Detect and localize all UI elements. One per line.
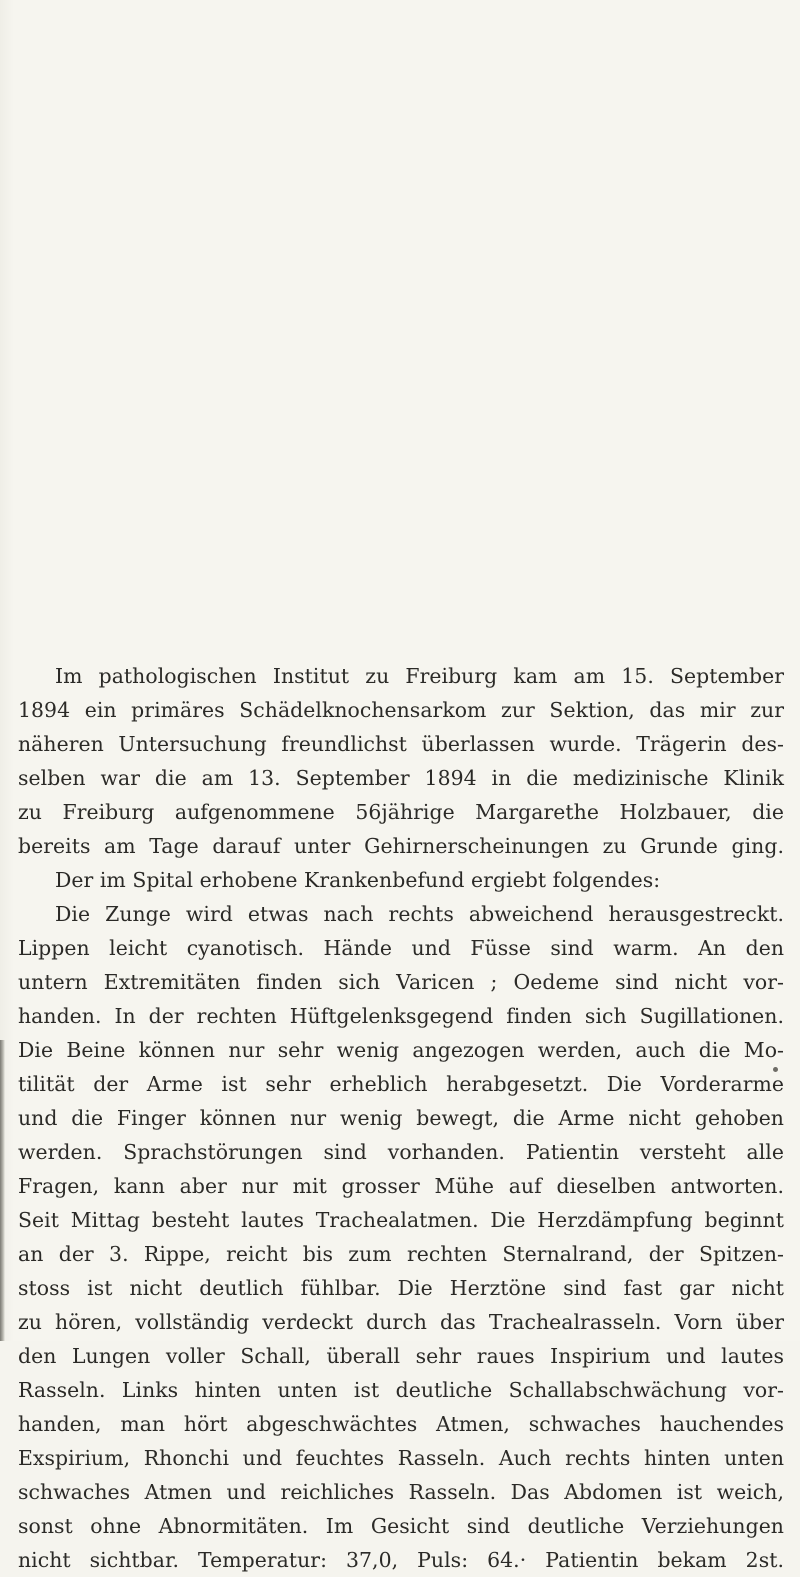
text-line: handen. In der rechten Hüftgelenksgegend finden sich Sugillationen. bbox=[18, 1004, 784, 1028]
binding-edge bbox=[0, 1040, 5, 1341]
text-line: werden. Sprachstörungen sind vorhanden. Patientin versteht alle bbox=[18, 1140, 784, 1164]
text-line: Lippen leicht cyanotisch. Hände und Füsse sind warm. An den bbox=[18, 936, 784, 960]
text-line: und die Finger können nur wenig bewegt, die Arme nicht gehoben bbox=[18, 1106, 784, 1130]
text-line: Der im Spital erhobene Krankenbefund ergiebt folgendes: bbox=[55, 868, 661, 892]
text-line: zu hören, vollständig verdeckt durch das Trachealrasseln. Vorn über bbox=[18, 1310, 784, 1334]
text-line: bereits am Tage darauf unter Gehirnerscheinungen zu Grunde ging. bbox=[18, 834, 784, 858]
text-line: untern Extremitäten finden sich Varicen ; Oedeme sind nicht vor- bbox=[18, 970, 784, 994]
text-line: tilität der Arme ist sehr erheblich herabgesetzt. Die Vorderarme bbox=[18, 1072, 784, 1096]
ink-speck bbox=[773, 1067, 778, 1072]
text-line: zu Freiburg aufgenommene 56jährige Margarethe Holzbauer, die bbox=[18, 800, 784, 824]
text-line: schwaches Atmen und reichliches Rasseln. Das Abdomen ist weich, bbox=[18, 1480, 784, 1504]
text-line: nicht sichtbar. Temperatur: 37,0, Puls: 64.· Patientin bekam 2st. bbox=[18, 1548, 784, 1572]
text-line: selben war die am 13. September 1894 in die medizinische Klinik bbox=[18, 766, 784, 790]
text-line: stoss ist nicht deutlich fühlbar. Die Herztöne sind fast gar nicht bbox=[18, 1276, 784, 1300]
text-line: Die Beine können nur sehr wenig angezogen werden, auch die Mo- bbox=[18, 1038, 784, 1062]
text-line: Fragen, kann aber nur mit grosser Mühe auf dieselben antworten. bbox=[18, 1174, 784, 1198]
text-line: sonst ohne Abnormitäten. Im Gesicht sind deutliche Verziehungen bbox=[18, 1514, 784, 1538]
text-line: Seit Mittag besteht lautes Trachealatmen. Die Herzdämpfung beginnt bbox=[18, 1208, 784, 1232]
text-line: Die Zunge wird etwas nach rechts abweichend herausgestreckt. bbox=[55, 902, 784, 926]
body-text bbox=[18, 659, 784, 1577]
text-line: näheren Untersuchung freundlichst überlassen wurde. Trägerin des- bbox=[18, 732, 784, 756]
text-line: Rasseln. Links hinten unten ist deutliche Schallabschwächung vor- bbox=[18, 1378, 784, 1402]
text-line: handen, man hört abgeschwächtes Atmen, schwaches hauchendes bbox=[18, 1412, 784, 1436]
text-line: den Lungen voller Schall, überall sehr raues Inspirium und lautes bbox=[18, 1344, 784, 1368]
text-line: an der 3. Rippe, reicht bis zum rechten Sternalrand, der Spitzen- bbox=[18, 1242, 784, 1266]
text-line: Im pathologischen Institut zu Freiburg kam am 15. September bbox=[55, 664, 784, 688]
text-line: 1894 ein primäres Schädelknochensarkom zur Sektion, das mir zur bbox=[18, 698, 784, 722]
text-line: Exspirium, Rhonchi und feuchtes Rasseln. Auch rechts hinten unten bbox=[18, 1446, 784, 1470]
